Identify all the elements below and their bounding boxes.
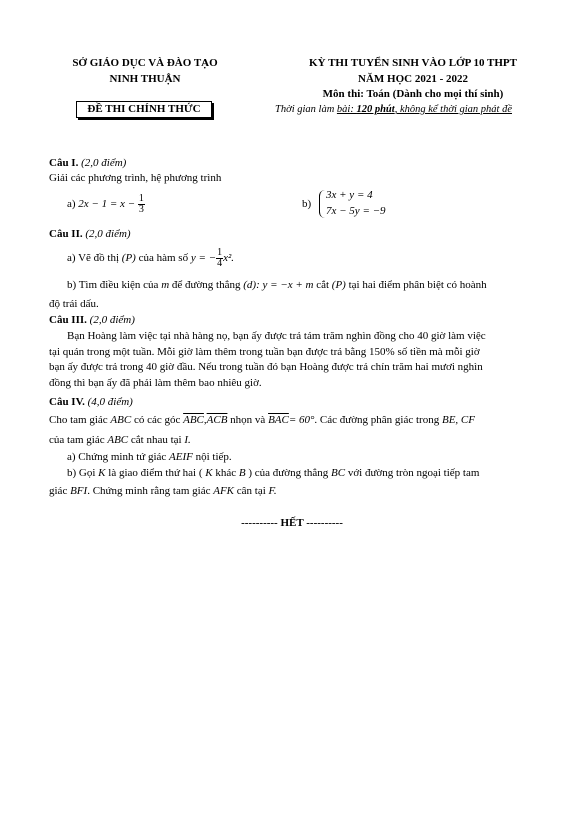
q3-title xyxy=(49,314,135,326)
q3-points: (2,0 điểm) xyxy=(89,314,135,326)
q4-l1-c: nhọn và xyxy=(230,414,266,426)
official-exam-label: ĐỀ THI CHÍNH THỨC xyxy=(76,101,212,118)
q4-part-b-line1 xyxy=(67,467,479,479)
q2-a-mid: của hàm số xyxy=(138,252,189,265)
q4-l2-i: I. xyxy=(184,434,191,446)
q4-line1: Cho tam giác ABC có các góc $\overline{ABC},\overline{ACB}$ nhọn và $\overline{BAC}= 60^\circ$. Các đường phân giác trong BE, CF xyxy=(49,414,475,426)
department-name: SỞ GIÁO DỤC VÀ ĐÀO TẠO xyxy=(72,57,218,69)
q4-line2 xyxy=(49,434,191,446)
q1-a-label: a) xyxy=(67,198,76,211)
q4-b2-b: . Chứng minh rằng tam giác xyxy=(87,485,211,497)
q2-part-a xyxy=(67,248,234,269)
q2-a-text: a) Vẽ đồ thị xyxy=(67,252,120,265)
q2-part-b-line1 xyxy=(67,279,487,291)
q1-b-eq2: 7x − 5y = −9 xyxy=(326,205,386,217)
q4-angle-acb: $\overline{ACB}$ xyxy=(206,414,228,426)
q3-paragraph xyxy=(49,329,539,391)
q4-b-a: b) Gọi xyxy=(67,467,96,479)
q4-l2-abc: ABC xyxy=(107,434,129,446)
q4-l1-b: có các góc xyxy=(133,414,181,426)
q2-a-func: y = − xyxy=(190,252,217,265)
q2-a-num: 1 xyxy=(217,247,223,258)
q1-label: Câu I. xyxy=(49,157,79,169)
q2-b-d: (d): y = −x + m xyxy=(243,279,314,291)
q1-a-equation: 2x − 1 = x − xyxy=(78,198,136,211)
q4-a-text: a) Chứng minh tứ giác xyxy=(67,451,167,463)
q2-b-p: (P) xyxy=(331,279,346,291)
q1-a-den: 3 xyxy=(138,204,144,215)
q4-label: Câu IV. xyxy=(49,396,85,408)
q4-b-k2: K xyxy=(205,467,213,479)
q1-intro: Giải các phương trình, hệ phương trình xyxy=(49,172,222,184)
q1-points: (2,0 điểm) xyxy=(81,157,127,169)
q4-l1-abc: ABC xyxy=(110,414,132,426)
q1-title xyxy=(49,157,126,169)
q2-a-tail: x². xyxy=(223,252,234,265)
q4-b2-f: F. xyxy=(268,485,277,497)
q4-b2-a: giác xyxy=(49,485,68,497)
q4-points: (4,0 điểm) xyxy=(87,396,133,408)
q1-a-fraction xyxy=(138,194,145,215)
q2-b-d2: tại hai điểm phân biệt có hoành xyxy=(348,279,487,291)
q4-a-tail: nội tiếp. xyxy=(195,451,232,463)
q3-line1: Bạn Hoàng làm việc tại nhà hàng nọ, bạn ấy được trả tám trăm nghìn đồng cho 40 giờ làm việc xyxy=(67,330,486,342)
q3-label: Câu III. xyxy=(49,314,87,326)
q4-part-b-line2 xyxy=(49,485,277,497)
q2-b-c: cắt xyxy=(316,279,330,291)
q4-b-e: với đường tròn ngoại tiếp tam xyxy=(347,467,480,479)
subject-line: Môn thi: Toán (Dành cho mọi thí sinh) xyxy=(322,88,504,100)
q4-angle-abc: $\overline{ABC}$ xyxy=(183,414,204,426)
time-bai: bài: xyxy=(336,104,357,115)
q2-b-a: b) Tìm điều kiện của xyxy=(67,279,159,291)
q1-b-label: b) xyxy=(302,198,312,210)
q3-line4: đồng thì bạn ấy đã phải làm thêm bao nhiêu giờ. xyxy=(49,376,262,389)
q4-part-a xyxy=(67,451,232,463)
q4-b-k: K xyxy=(98,467,106,479)
q4-b-point-b: B xyxy=(238,467,246,479)
q4-title xyxy=(49,396,133,408)
system-brace xyxy=(319,190,325,218)
q4-b-d: ) của đường thẳng xyxy=(248,467,329,479)
time-suffix: , không kể thời gian phát đề xyxy=(394,104,512,115)
end-marker: ---------- HẾT ---------- xyxy=(241,517,343,529)
q4-l1-becf: BE, CF xyxy=(441,414,475,426)
q4-b2-afk: AFK xyxy=(213,485,234,497)
q2-title xyxy=(49,228,131,240)
q4-b2-bfi: BFI xyxy=(70,485,88,497)
q4-l2-a: của tam giác xyxy=(49,434,105,446)
school-year: NĂM HỌC 2021 - 2022 xyxy=(358,73,468,85)
time-value: 120 phút xyxy=(356,104,395,115)
time-prefix: Thời gian làm xyxy=(275,104,337,115)
time-limit xyxy=(275,104,512,115)
q4-b-c: khác xyxy=(215,467,237,479)
q1-a-num: 1 xyxy=(138,193,144,204)
province-name: NINH THUẬN xyxy=(109,73,181,85)
q2-a-den: 4 xyxy=(217,258,223,269)
q4-l1-d: . Các đường phân giác trong xyxy=(314,414,440,426)
q4-angle-bac: $\overline{BAC}$ xyxy=(268,414,289,426)
q2-label: Câu II. xyxy=(49,228,83,240)
q4-a-aeif: AEIF xyxy=(169,451,193,463)
q2-part-b-line2: độ trái dấu. xyxy=(49,298,99,310)
q2-a-fraction xyxy=(216,248,223,269)
q3-line2: tại quán trong một tuần. Mỗi giờ làm thêm trong tuần bạn được trả bằng 150% số tiền mà mỗi giờ xyxy=(49,345,480,358)
q4-b2-c: cân tại xyxy=(236,485,266,497)
exam-title: KỲ THI TUYỂN SINH VÀO LỚP 10 THPT xyxy=(309,57,517,69)
q2-b-m: m xyxy=(161,279,170,291)
q3-line3: bạn ấy được trả trong 40 giờ đầu. Nếu trong tuần đó bạn Hoàng được trả chín trăm hai mươi nghìn xyxy=(49,361,483,373)
q1-b-eq1: 3x + y = 4 xyxy=(326,189,373,201)
q4-l1-eq: = 60° xyxy=(288,414,315,426)
q2-b-b: để đường thẳng xyxy=(171,279,241,291)
q4-l2-b: cắt nhau tại xyxy=(130,434,182,446)
q1-part-a xyxy=(67,194,145,215)
q4-b-bc: BC xyxy=(331,467,346,479)
q2-a-p: (P) xyxy=(121,252,136,265)
q2-points: (2,0 điểm) xyxy=(85,228,131,240)
q4-l1-a: Cho tam giác xyxy=(49,414,108,426)
q4-b-b: là giao điểm thứ hai ( xyxy=(108,467,203,479)
